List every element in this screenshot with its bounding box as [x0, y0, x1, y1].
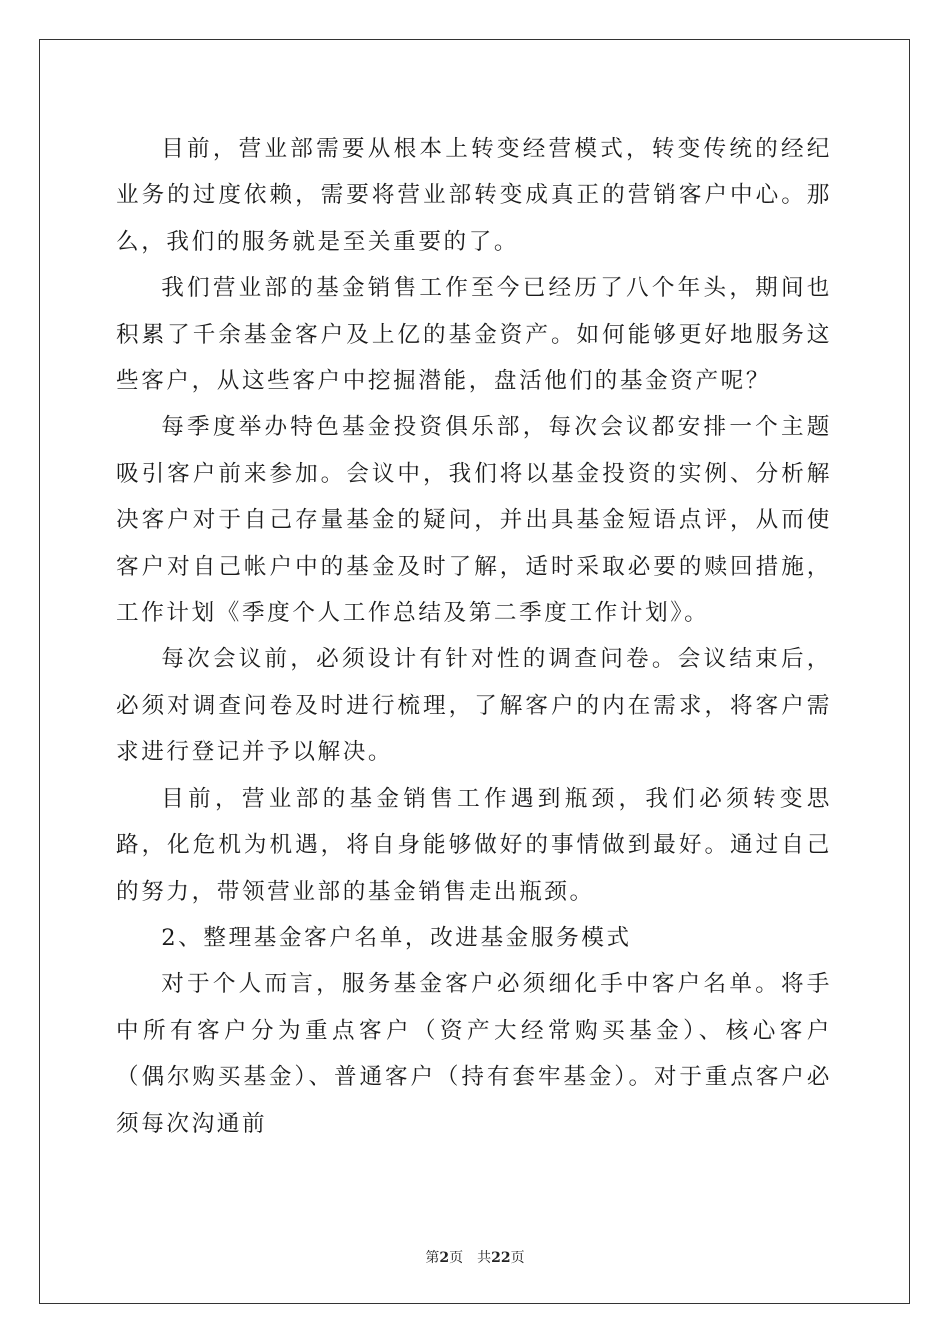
section-heading: 2、整理基金客户名单，改进基金服务模式	[161, 924, 632, 951]
paragraph: 每季度举办特色基金投资俱乐部，每次会议都安排一个主题吸引客户前来参加。会议中，我们将以基金投资的实例、分析解决客户对于自己存量基金的疑问，并出具基金短语点评，从而使客户对自己帐户中的基金及时了解，适时采取必要的赎回措施，工作计划《季度个人工作总结及第二季度工作计划》。	[116, 414, 832, 627]
current-page-number: 2	[439, 1250, 450, 1266]
page-footer	[0, 1247, 950, 1267]
total-prefix: 共	[477, 1250, 492, 1266]
paragraph: 目前，营业部的基金销售工作遇到瓶颈，我们必须转变思路，化危机为机遇，将自身能够做好的事情做到最好。通过自己的努力，带领营业部的基金销售走出瓶颈。	[116, 785, 832, 905]
page-prefix: 第	[425, 1250, 440, 1266]
page-suffix: 页	[449, 1250, 464, 1266]
paragraph: 对于个人而言，服务基金客户必须细化手中客户名单。将手中所有客户分为重点客户（资产大经常购买基金）、核心客户（偶尔购买基金）、普通客户（持有套牢基金）。对于重点客户必须每次沟通前	[116, 971, 832, 1137]
total-pages-number: 22	[491, 1250, 511, 1266]
paragraph: 每次会议前，必须设计有针对性的调查问卷。会议结束后，必须对调查问卷及时进行梳理，了解客户的内在需求，将客户需求进行登记并予以解决。	[116, 646, 832, 766]
paragraph: 目前，营业部需要从根本上转变经营模式，转变传统的经纪业务的过度依赖，需要将营业部转变成真正的营销客户中心。那么，我们的服务就是至关重要的了。	[116, 136, 832, 255]
paragraph: 我们营业部的基金销售工作至今已经历了八个年头，期间也积累了千余基金客户及上亿的基金资产。如何能够更好地服务这些客户，从这些客户中挖掘潜能，盘活他们的基金资产呢？	[116, 275, 832, 395]
document-body	[116, 126, 832, 1147]
total-suffix: 页	[510, 1250, 525, 1266]
